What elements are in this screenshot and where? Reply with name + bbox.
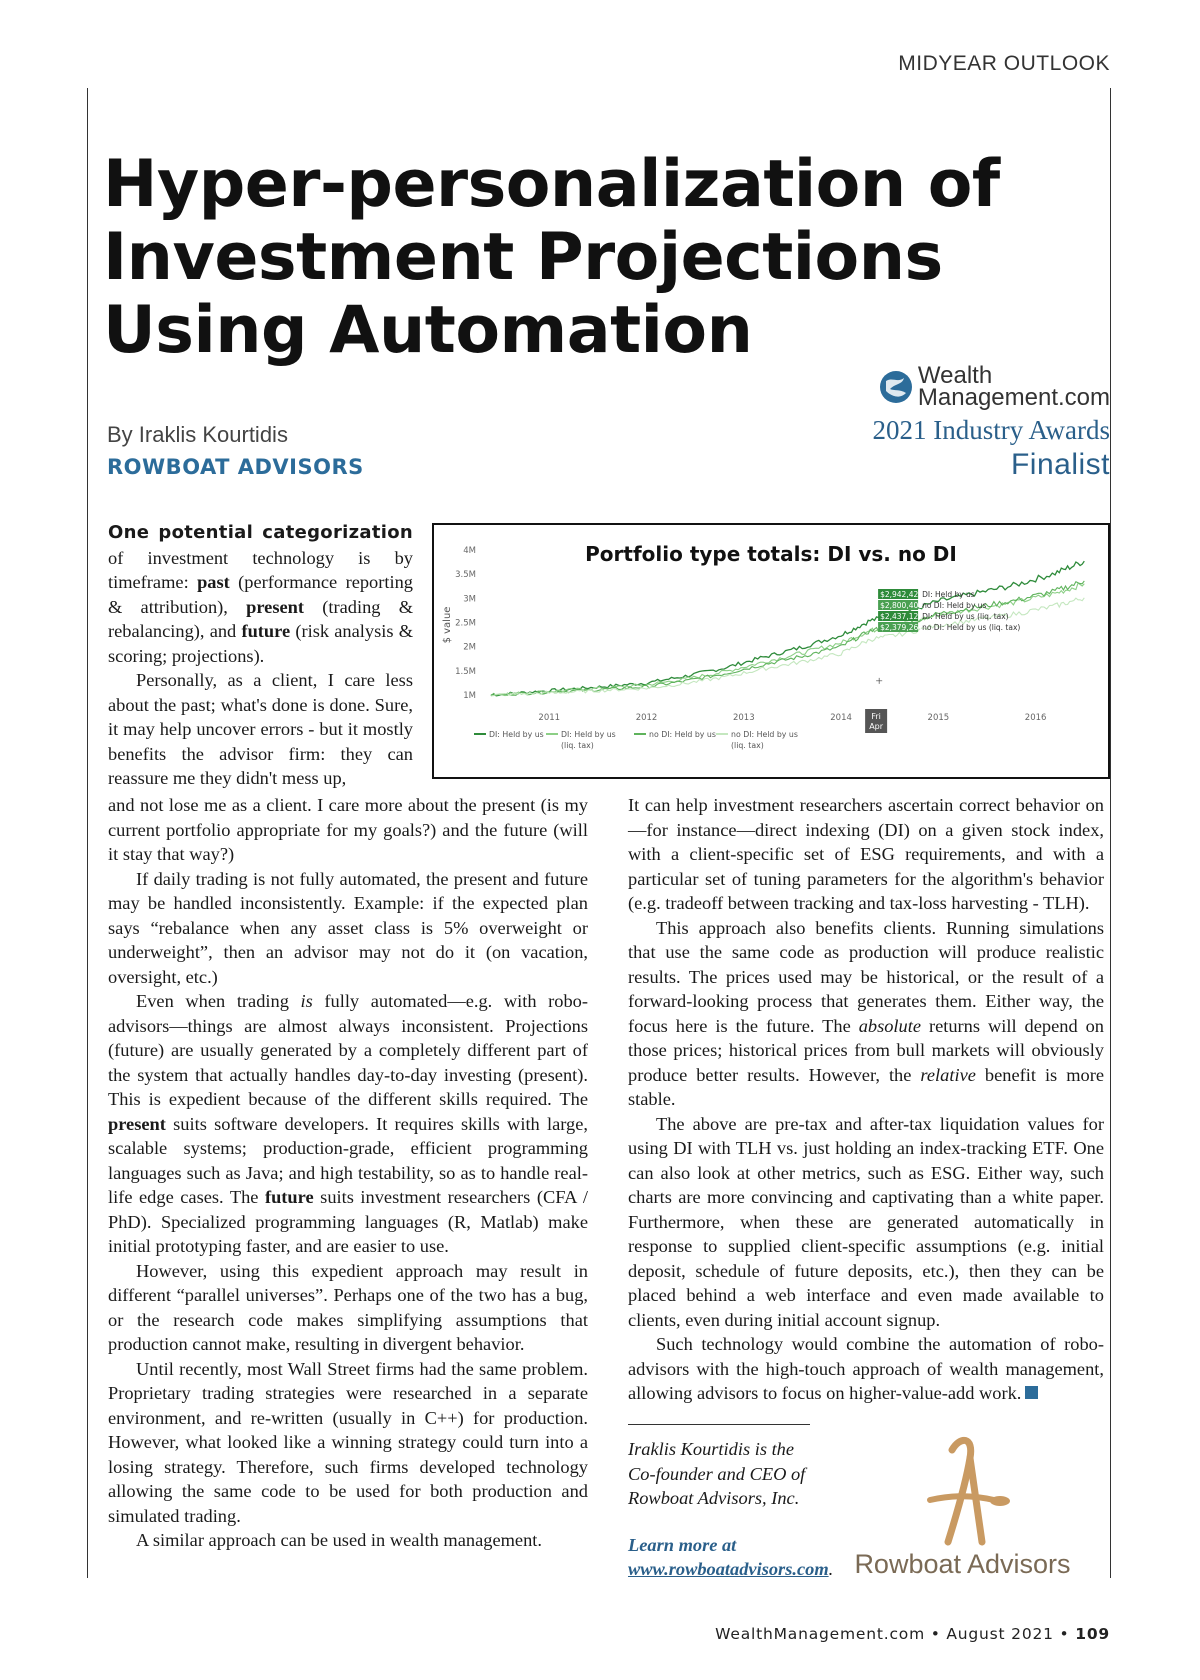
footer-date: August 2021 (946, 1625, 1054, 1643)
tooltip-label: no DI: Held by us (922, 601, 987, 610)
p4-d: suits investment researchers (CFA / PhD). Specialized programming languages (R, Matlab) make initial prototyping faster, and are easier to use. (108, 1187, 588, 1256)
left-column (108, 793, 588, 1553)
p9-c: benefit is more stable. (628, 1064, 1104, 1109)
y-axis-label: $ value (442, 606, 453, 644)
p9-emphasis-1: absolute (858, 1015, 922, 1036)
legend-entry-suffix: (liq. tax) (561, 741, 594, 750)
legend-entry: DI: Held by us (561, 730, 616, 739)
paragraph-1 (108, 520, 413, 668)
p9-b: returns will depend on those prices; historical prices from bull markets will obviously produce better results. However, the (628, 1015, 1104, 1085)
lead-in: One potential categorization (108, 522, 413, 543)
left-rule (87, 88, 88, 1578)
paragraph-5: However, using this expedient approach may result in different “parallel universes”. Perhaps one of the two has a bug, or the research code makes simplifying assumptions that production cannot make, resulting in divergent behavior. (108, 1260, 588, 1354)
crosshair-icon: + (875, 673, 883, 688)
p9-a: This approach also benefits clients. Running simulations that use the same code as production will produce realistic results. The prices used may be historical, or the result of a forward-looking process that generates them. Either way, the focus here is the future. The (628, 917, 1104, 1036)
portfolio-chart (432, 523, 1110, 779)
paragraph-11 (628, 1332, 1104, 1406)
award-badge (830, 362, 1110, 482)
paragraph-2: Personally, as a client, I care less about the past; what's done is done. Sure, it may help uncover errors - but it mostly benefits the advisor firm: they can reassure me they didn't mess up, (108, 670, 413, 788)
y-tick-label: 2M (463, 642, 476, 653)
intro-column (108, 520, 413, 791)
legend-entry: no DI: Held by us (649, 730, 716, 739)
paragraph-3: If daily trading is not fully automated, the present and future may be handled inconsistently. Example: if the expected plan says “rebalance when any asset class is 5% overweight or underweight”, then an advisor may not do it (on vacation, oversight, etc.) (108, 868, 588, 987)
learn-more-suffix: . (828, 1559, 834, 1579)
x-tick-label: 2014 (830, 713, 852, 723)
series-line (491, 583, 1084, 696)
logo-line-2: Management.com (917, 384, 1110, 411)
tooltip-label: DI: Held by us (liq. tax) (922, 612, 1009, 621)
y-tick-label: 3M (463, 594, 476, 605)
tooltip-value: $2,379,267 (880, 623, 924, 632)
bio-text: Iraklis Kourtidis is the Co-founder and CEO of Rowboat Advisors, Inc. (628, 1439, 806, 1508)
wealth-management-logo (830, 362, 1110, 411)
p4-future: future (264, 1187, 314, 1207)
x-tick-label: 2013 (732, 713, 755, 723)
award-status: Finalist (1010, 448, 1110, 481)
x-tick-label: 2015 (927, 713, 950, 723)
y-tick-label: 1.5M (455, 666, 476, 677)
p4-a: Even when trading (136, 991, 301, 1011)
paragraph-7: A similar approach can be used in wealth management. (136, 1530, 542, 1550)
award-year: 2021 Industry Awards (872, 415, 1110, 445)
rowboat-logo (840, 1430, 1085, 1580)
end-mark-icon (1025, 1386, 1038, 1399)
y-tick-label: 1M (463, 691, 476, 701)
right-column (628, 793, 1104, 1406)
footer-sep-1: • (930, 1625, 941, 1643)
article-title: Hyper-personalization of Investment Projections Using Automation (103, 147, 1000, 368)
p4-emphasis: is (300, 991, 313, 1011)
paragraph-10: The above are pre-tax and after-tax liquidation values for using DI with TLH vs. just holding an index-tracking ETF. One can also look at other metrics, such as ESG. Either way, such charts are more convincing and captivating than a white paper. Furthermore, when these are generated automatically in response to supplied client-specific assumptions (e.g. initial deposit, schedule of future deposits, etc.), then they can be placed behind a web interface and even made available to clients, even during initial account signup. (628, 1113, 1104, 1330)
legend-entry-suffix: (liq. tax) (731, 741, 764, 750)
hover-date-label: Fri (871, 712, 881, 721)
y-tick-label: 2.5M (455, 618, 476, 629)
website-link[interactable]: www.rowboatadvisors.com (628, 1559, 829, 1579)
paragraph-2-continued: and not lose me as a client. I care more about the present (is my current portfolio appropriate for my goals?) and the future (will it stay that way?) (108, 795, 588, 864)
tooltip-value: $2,800,401 (880, 601, 924, 610)
author-bio (628, 1437, 834, 1582)
page-footer (715, 1625, 1110, 1643)
footer-site: WealthManagement.com (715, 1625, 925, 1643)
right-rule (1110, 88, 1111, 1578)
footer-sep-2: • (1059, 1625, 1070, 1643)
p4-c: suits software developers. It requires skills with large, scalable systems; production-grade, efficient programming languages such as Java; and high testability, so as to handle real-life edge cases. The (108, 1113, 588, 1207)
tooltip-value: $2,942,424 (880, 590, 924, 599)
rowboat-mark-icon (908, 1430, 1018, 1548)
paragraph-1-text: of investment technology is by timeframe: past (performance reporting & attribution), present (trading & rebalancing), and future (risk analysis & scoring; projections). (108, 547, 414, 666)
tooltip-label: DI: Held by us (922, 590, 975, 599)
p4-present: present (108, 1113, 166, 1134)
term-future: future (241, 621, 291, 641)
legend-entry: no DI: Held by us (731, 730, 798, 739)
learn-more (628, 1533, 834, 1582)
x-tick-label: 2011 (538, 713, 561, 723)
paragraph-9 (628, 916, 1104, 1112)
section-label: MIDYEAR OUTLOOK (898, 52, 1110, 75)
series-line (491, 581, 1084, 696)
globe-icon (878, 369, 914, 405)
logo-line-1: Wealth (917, 362, 993, 389)
byline: By Iraklis Kourtidis (107, 422, 288, 447)
x-tick-label: 2012 (635, 713, 658, 723)
company-name: ROWBOAT ADVISORS (107, 455, 364, 479)
chart-title: Portfolio type totals: DI vs. no DI (585, 542, 957, 566)
y-tick-label: 3.5M (455, 570, 476, 581)
legend-entry: DI: Held by us (489, 730, 544, 739)
p11-text: Such technology would combine the automation of robo-advisors with the high-touch approach of wealth management, allowing advisors to focus on higher-value-add work. (628, 1334, 1104, 1403)
hover-date-label: Apr (869, 722, 884, 731)
tooltip-label: no DI: Held by us (liq. tax) (922, 623, 1021, 632)
learn-more-prefix: Learn more at (628, 1534, 737, 1555)
term-past: past (197, 572, 230, 592)
p9-emphasis-2: relative (920, 1064, 976, 1085)
y-tick-label: 4M (463, 546, 476, 556)
page-number: 109 (1075, 1625, 1110, 1643)
hover-date-label: 4 (873, 732, 879, 741)
bio-divider (628, 1424, 810, 1425)
tooltip-value: $2,437,125 (880, 612, 924, 621)
paragraph-6: Until recently, most Wall Street firms had the same problem. Proprietary trading strategies were researched in a separate environment, and re-written (usually in C++) for production. However, what looked like a winning strategy could turn into a losing strategy. Therefore, such firms developed technology allowing the same code to be used for both production and simulated trading. (108, 1358, 588, 1526)
chart-svg (434, 525, 1108, 777)
rowboat-name: Rowboat Advisors (854, 1549, 1071, 1579)
x-tick-label: 2016 (1024, 713, 1047, 723)
paragraph-8: It can help investment researchers ascertain correct behavior on—for instance—direct indexing (DI) on a given stock index, with a client-specific set of ESG requirements, and with a particular set of tuning parameters for the algorithm's behavior (e.g. tradeoff between tracking and tax-loss harvesting - TLH). (628, 795, 1104, 913)
paragraph-4 (108, 989, 588, 1259)
term-present: present (246, 596, 305, 617)
p4-b: fully automated—e.g. with robo-advisors—things are almost always inconsistent. Projections (future) are usually generated by a completely different part of the system that actually handles day-to-day investing (present). This is expedient because of the different skills required. The (108, 991, 588, 1109)
